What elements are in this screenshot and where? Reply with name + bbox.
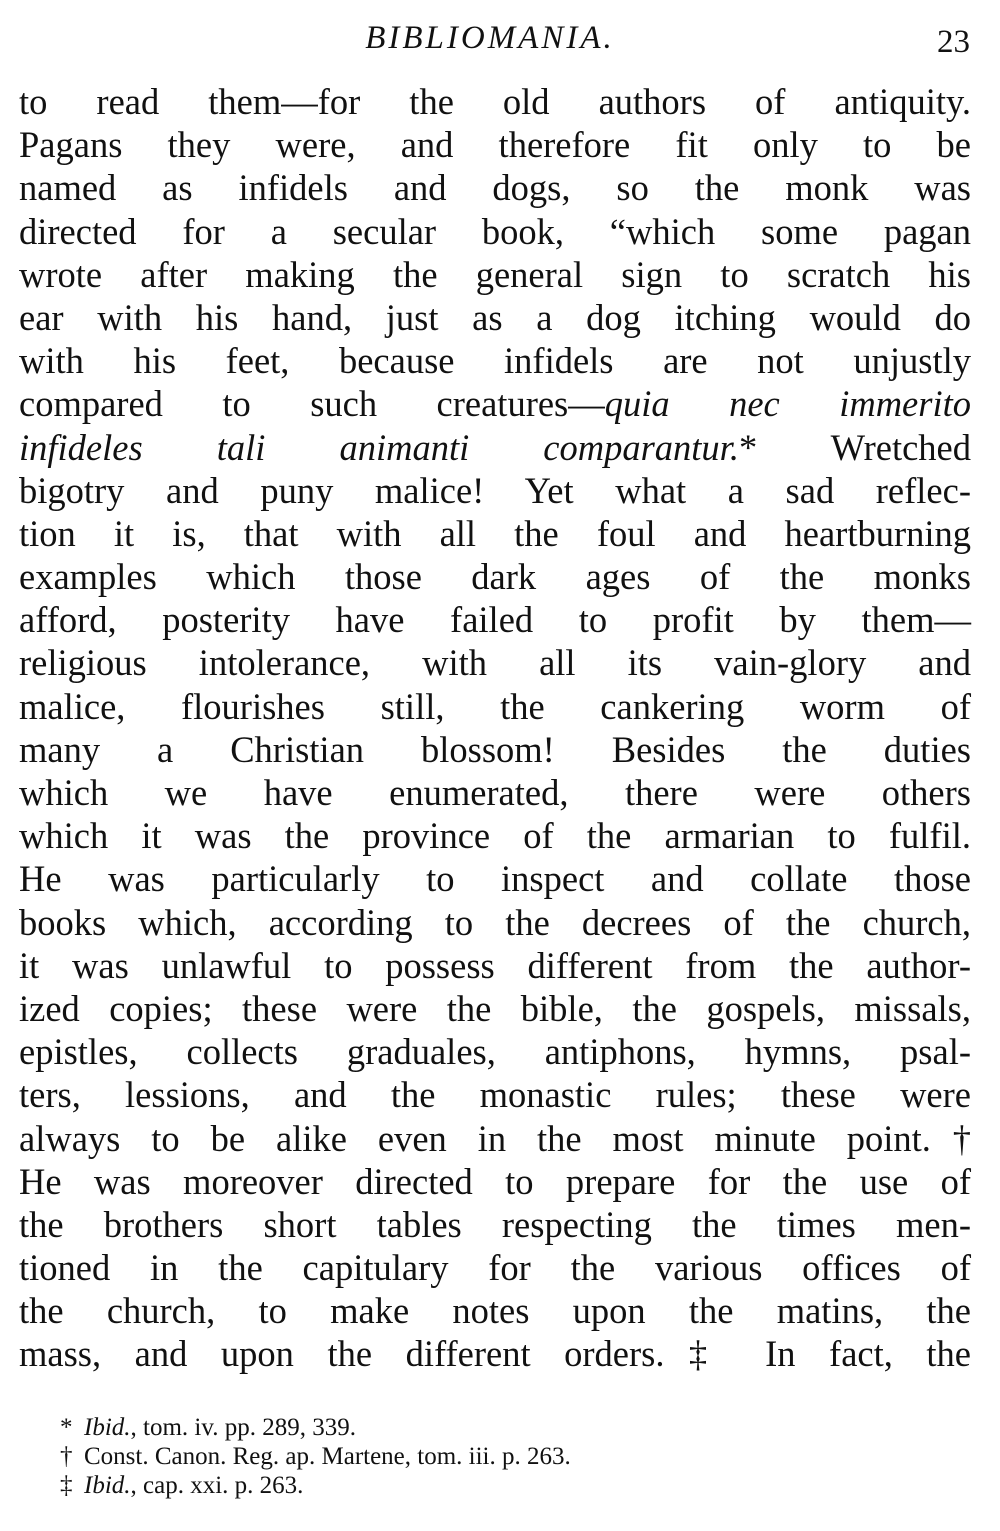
text-line: the brothers short tables respecting the times men-: [19, 1203, 971, 1245]
text-segment: compared to such creatures—: [19, 383, 605, 425]
text-line: the church, to make notes upon the matins, the: [19, 1290, 971, 1332]
text-line: books which, according to the decrees of the church,: [19, 901, 971, 943]
footnote-ibid: Ibid.: [84, 1414, 131, 1441]
text-line: [19, 382, 971, 425]
text-line: directed for a secular book, “which some pagan: [19, 210, 971, 252]
footnote-mark: ‡: [60, 1472, 73, 1499]
footnote-mark: †: [60, 1443, 73, 1470]
text-line: bigotry and puny malice! Yet what a sad reflec-: [19, 469, 971, 511]
text-line: ized copies; these were the bible, the gospels, missals,: [19, 987, 971, 1029]
text-line: which it was the province of the armarian to fulfil.: [19, 815, 971, 857]
text-segment: * Wretched: [738, 426, 971, 468]
footnote: [60, 1413, 960, 1442]
body-text: [19, 80, 971, 1376]
running-head: [0, 20, 1000, 64]
text-line: He was moreover directed to prepare for the use of: [19, 1160, 971, 1202]
text-line: ear with his hand, just as a dog itching would do: [19, 296, 971, 338]
text-line: which we have enumerated, there were others: [19, 772, 971, 813]
text-line: tion it is, that with all the foul and heartburning: [19, 512, 971, 554]
text-line: epistles, collects graduales, antiphons, hymns, psal-: [19, 1031, 971, 1073]
footnote-ibid: Ibid.: [84, 1472, 131, 1499]
text-line: afford, posterity have failed to profit by them—: [19, 599, 971, 641]
latin-quote: quia nec immerito: [604, 383, 971, 425]
text-line: tioned in the capitulary for the various offices of: [19, 1247, 971, 1289]
text-line: to read them—for the old authors of antiquity.: [19, 81, 971, 122]
text-line: it was unlawful to possess different from the author-: [19, 944, 971, 986]
footnotes: [60, 1413, 960, 1500]
text-line: ters, lessions, and the monastic rules; these were: [19, 1074, 971, 1116]
latin-quote: infideles tali animanti comparantur.: [19, 426, 739, 468]
text-line: mass, and upon the different orders.‡ In fact, the: [19, 1333, 971, 1375]
text-line: with his feet, because infidels are not unjustly: [19, 340, 971, 382]
footnote: [60, 1471, 960, 1500]
text-line: He was particularly to inspect and collate those: [19, 858, 971, 900]
text-line: malice, flourishes still, the cankering worm of: [19, 685, 971, 727]
text-line: wrote after making the general sign to scratch his: [19, 253, 971, 295]
footnote-text: , cap. xxi. p. 263.: [130, 1472, 304, 1499]
footnote-text: Const. Canon. Reg. ap. Martene, tom. iii. p. 263.: [84, 1443, 571, 1470]
text-line: [19, 426, 971, 469]
running-title: BIBLIOMANIA.: [365, 20, 615, 56]
text-line: always to be alike even in the most minute point.†: [19, 1117, 971, 1159]
footnote-mark: *: [60, 1414, 73, 1441]
text-line: many a Christian blossom! Besides the duties: [19, 728, 971, 770]
footnote: [60, 1442, 960, 1471]
text-line: examples which those dark ages of the monks: [19, 556, 971, 598]
text-line: named as infidels and dogs, so the monk was: [19, 167, 971, 209]
text-line: religious intolerance, with all its vain-glory and: [19, 642, 971, 684]
text-line: Pagans they were, and therefore fit only to be: [19, 124, 971, 166]
page-number: 23: [937, 24, 970, 60]
footnote-text: , tom. iv. pp. 289, 339.: [130, 1414, 356, 1441]
